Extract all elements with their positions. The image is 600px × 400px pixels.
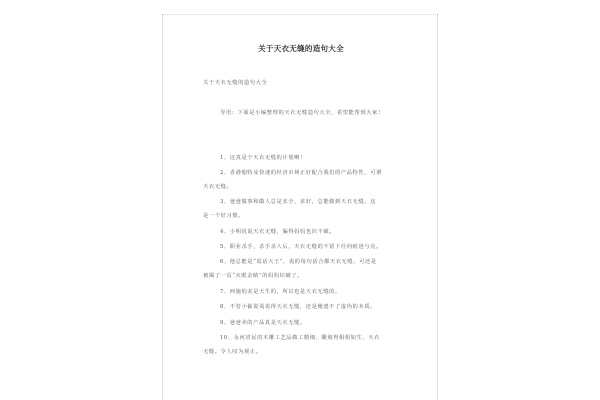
sentence-line: 被揭了一页“火眼金睛”的妈妈识破了。 (203, 273, 304, 279)
sentence-line: 5、职业杀手，杀手杀人后，天衣无缝的不留下任何痕迹与亮。 (220, 244, 382, 250)
sentence-line: 6、他总能是“谎话大王”，说的每句话合都天衣无缝，可还是 (220, 259, 377, 265)
sentence-line: 3、爸爸做事和做人总是求全、求好，总能做到天衣无缝。这 (220, 199, 376, 205)
sentence-line: 7、西施的美是天生的，所以也是天衣无缝的。 (220, 289, 341, 295)
sentence-line: 8、不管小偷说谎说得天衣无缝，还是俺逃不了虚伪的本质。 (220, 304, 376, 310)
document-page (162, 14, 438, 400)
sentence-line: 10、永河省民的木雕工艺品做工精细、雕刻得相相如生，天衣 (220, 335, 380, 341)
sentence-line: 4、小明说谎天衣无缝，骗得妈妈也识不破。 (220, 229, 336, 235)
sentence-line: 天衣无缝。 (203, 184, 233, 190)
sentence-line: 是一个好习惯。 (203, 213, 244, 219)
sentence-line: 1、这真是个天衣无缝的计划啊！ (220, 155, 306, 161)
document-title: 关于天衣无缝的造句大全 (258, 44, 344, 53)
sentence-line: 无缝。令人叹为观止。 (203, 349, 262, 355)
sentence-line: 2、香港独特及快速的经济市场正好配合我们的产品特性，可谓 (220, 170, 382, 176)
intro-paragraph: 导语：下面是小编整理的天衣无缝造句大全，希望能帮到大家！ (220, 110, 384, 116)
sentence-line: 9、爸爸卖的产品真是天衣无缝。 (220, 320, 306, 326)
document-subtitle: 关于天衣无缝的造句大全 (203, 80, 268, 86)
